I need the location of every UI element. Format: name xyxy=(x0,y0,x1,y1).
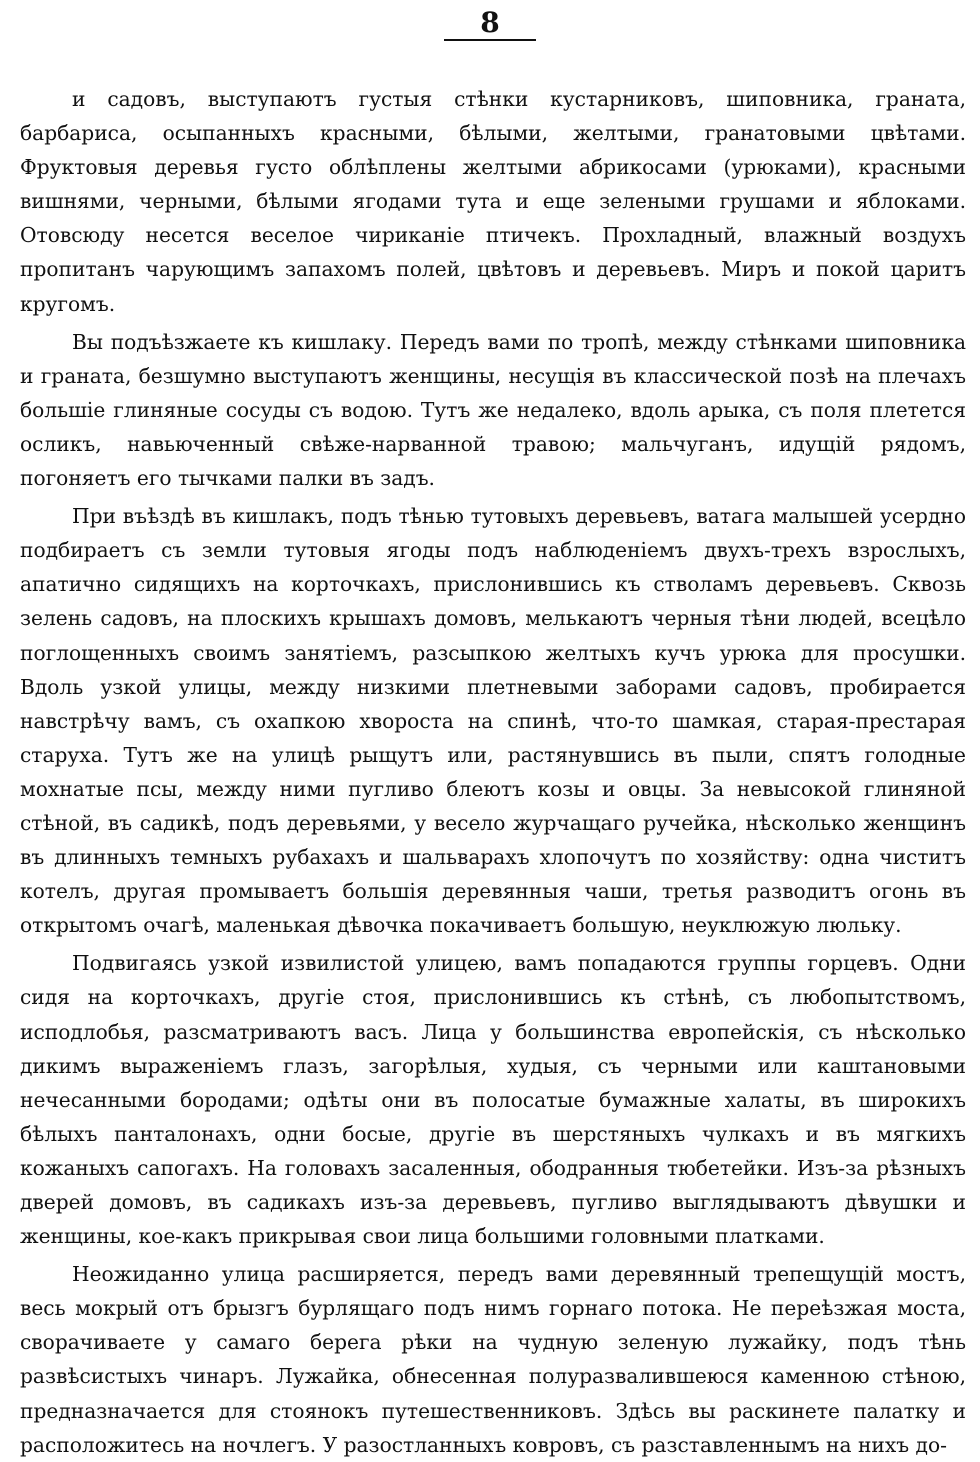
paragraph-5: Неожиданно улица расширяется, передъ вами деревянный трепещущій мостъ, весь мокрый отъ брызгъ бурлящаго подъ нимъ горнаго потока. Не переѣзжая моста, сворачиваете у самаго берега рѣки на чудную зеленую лужайку, подъ тѣнь развѣсистыхъ чинаръ. Лужайка, обнесенная полуразвалившеюся каменною стѣною, предназначается для стоянокъ путешественниковъ. Здѣсь вы раскинете палатку и расположитесь на ночлегъ. У разостланныхъ ковровъ, съ разставленнымъ на нихъ до- xyxy=(20,1262,966,1457)
header-rule xyxy=(444,39,536,41)
paragraph-1: и садовъ, выступаютъ густыя стѣнки кустарниковъ, шиповника, граната, барбариса, осыпанныхъ красными, бѣлыми, желтыми, гранатовыми цвѣтами. Фруктовыя деревья густо облѣплены желтыми абрикосами (урюками), красными вишнями, черными, бѣлыми ягодами тута и еще зелеными грушами и яблоками. Отовсюду несется веселое чириканіе птичекъ. Прохладный, влажный воздухъ пропитанъ чарующимъ запахомъ полей, цвѣтовъ и деревьевъ. Миръ и покой царитъ кругомъ. xyxy=(20,87,966,316)
page-number: 8 xyxy=(480,6,500,39)
paragraph-4: Подвигаясь узкой извилистой улицею, вамъ попадаются группы горцевъ. Одни сидя на корточкахъ, другіе стоя, прислонившись къ стѣнѣ, съ любопытствомъ, исподлобья, разсматриваютъ васъ. Лица у большинства европейскія, съ нѣсколько дикимъ выраженіемъ глазъ, загорѣлыя, худыя, съ черными или каштановыми нечесанными бородами; одѣты они въ полосатые бумажные халаты, въ широкихъ бѣлыхъ панталонахъ, одни босые, другіе въ шерстяныхъ чулкахъ и въ мягкихъ кожаныхъ сапогахъ. На головахъ засаленныя, ободранныя тюбетейки. Изъ-за рѣзныхъ дверей домовъ, въ садикахъ изъ-за деревьевъ, пугливо выглядываютъ дѣвушки и женщины, кое-какъ прикрывая свои лица большими головными платками. xyxy=(20,951,966,1249)
paragraph-2: Вы подъѣзжаете къ кишлаку. Передъ вами по тропѣ, между стѣнками шиповника и граната, безшумно выступаютъ женщины, несущія въ классической позѣ на плечахъ большіе глиняные сосуды съ водою. Тутъ же недалеко, вдоль арыка, съ поля плетется осликъ, навьюченный свѣже-нарванной травою; мальчуганъ, идущій рядомъ, погоняетъ его тычками палки въ задъ. xyxy=(20,329,966,491)
body-text xyxy=(20,82,966,1462)
paragraph-3: При въѣздѣ въ кишлакъ, подъ тѣнью тутовыхъ деревьевъ, ватага малышей усердно подбираетъ съ земли тутовыя ягоды подъ наблюденіемъ двухъ-трехъ взрослыхъ, апатично сидящихъ на корточкахъ, прислонившись къ стволамъ деревьевъ. Сквозь зелень садовъ, на плоскихъ крышахъ домовъ, мелькаютъ черныя тѣни людей, всецѣло поглощенныхъ своимъ занятіемъ, разсыпкою желтыхъ кучъ урюка для просушки. Вдоль узкой улицы, между низкими плетневыми заборами садовъ, пробирается навстрѣчу вамъ, съ охапкою хвороста на спинѣ, что-то шамкая, старая-престарая старуха. Тутъ же на улицѣ рыщутъ или, растянувшись въ пыли, спятъ голодные мохнатые псы, между ними пугливо блеютъ козы и овцы. За невысокой глиняной стѣной, въ садикѣ, подъ деревьями, у весело журчащаго ручейка, нѣсколько женщинъ въ длинныхъ темныхъ рубахахъ и шальварахъ хлопочутъ по хозяйству: одна чиститъ котелъ, другая промываетъ большія деревянныя чаши, третья разводитъ огонь въ открытомъ очагѣ, маленькая дѣвочка покачиваетъ большую, неуклюжую люльку. xyxy=(20,504,966,938)
